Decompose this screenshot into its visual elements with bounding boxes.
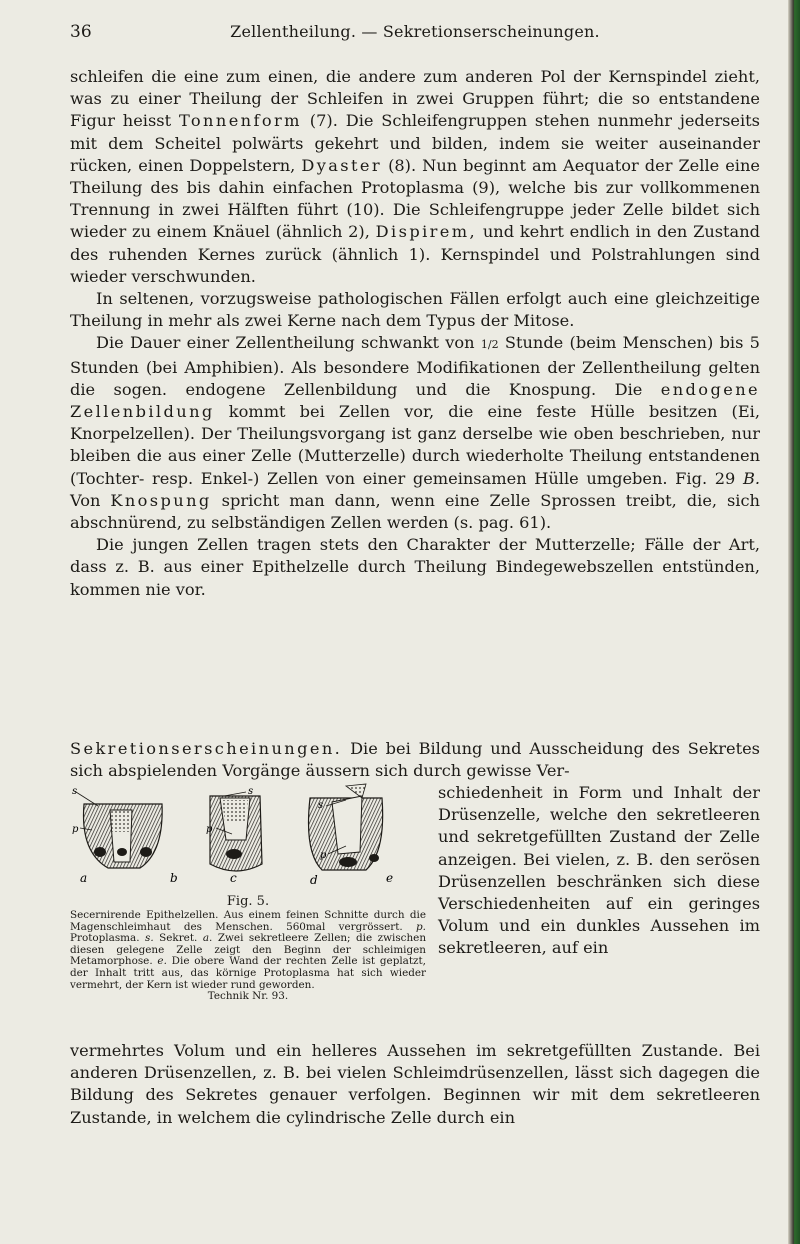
paragraph-2: In seltenen, vorzugsweise pathologischen Fällen erfolgt auch eine gleichzeitige Theilung in mehr als zwei Kerne nach dem Typus der Mitose.: [70, 289, 760, 331]
label-b: b: [170, 871, 178, 885]
body-text: [70, 66, 760, 601]
tail-paragraph: vermehrtes Volum und ein helleres Aussehen im sekretgefüllten Zustande. Bei anderen Drüsenzellen, z. B. bei vielen Schleimdrüsenzellen, lässt sich dagegen die Bildung des Sekretes genauer verfolgen. Beginnen wir mit dem sekretleeren Zustande, in welchem die cylindrische Zelle durch ein: [70, 1041, 760, 1127]
term-tonnenform: Tonnenform: [178, 111, 302, 131]
figure-5: [70, 782, 427, 1003]
term-knospung: Knospung: [110, 490, 212, 510]
cells-a-b: [84, 804, 163, 868]
figure-reference: B.: [742, 468, 760, 488]
term-dispirem: Dispirem,: [375, 222, 478, 242]
label-s-3: s: [318, 800, 324, 811]
right-column-paragraph: schiedenheit in Form und Inhalt der Drüsenzelle, welche den sekretleeren und sekretgefüllten Zustand der Zelle anzeigen. Bei vielen, z. B. den serösen Drüsenzellen beschränken sich diese Verschiedenheiten auf ein geringes Volum und ein dunkles Aussehen im sekretleeren, auf ein: [438, 783, 760, 958]
label-a: a: [80, 871, 88, 885]
label-p-1: p: [72, 824, 79, 835]
running-title: Zellentheilung. — Sekretionserscheinungen.: [230, 22, 600, 41]
label-c: c: [230, 871, 237, 885]
fraction: 1/2: [480, 338, 499, 352]
term-endogene-zellenbildung: endogene Zellenbildung: [70, 379, 760, 422]
label-s-1: s: [72, 786, 78, 797]
section-sekretion: [70, 738, 760, 782]
label-p-2: p: [206, 824, 213, 835]
term-dyaster: Dyaster: [301, 155, 383, 175]
technik-reference: Technik Nr. 93.: [207, 990, 289, 1003]
paragraph-4: Die jungen Zellen tragen stets den Charakter der Mutterzelle; Fälle der Art, dass z. B. aus einer Epithelzelle durch Theilung Bindegewebszellen entstünden, kommen nie vor.: [70, 535, 760, 599]
paragraph-1: schleifen die eine zum einen, die andere zum anderen Pol der Kernspindel zieht, was zu einer Theilung der Schleifen in zwei Gruppen führt; die so entstandene Figur heisst Tonnenform (7). Die Schleifengruppen stehen nunmehr jederseits mit dem Scheitel polwärts gekehrt und bilden, indem sie weiter auseinander rücken, einen Doppelstern, Dyaster (8). Nun beginnt am Aequator der Zelle eine Theilung des bis dahin einfachen Protoplasma (9), welche bis zur vollkommenen Trennung in zwei Hälften führt (10). Die Schleifengruppe jeder Zelle bildet sich wieder zu einem Knäuel (ähnlich 2), Dispirem, und kehrt endlich in den Zustand des ruhenden Kernes zurück (ähnlich 1). Kernspindel und Polstrahlungen sind wieder verschwunden.: [70, 67, 760, 286]
right-column-text: [438, 782, 760, 960]
book-spine-edge: [788, 0, 800, 1244]
label-e: e: [386, 871, 394, 885]
cell-c: [210, 796, 262, 871]
tail-text: [70, 1040, 760, 1129]
label-s-2: s: [248, 786, 254, 797]
section-lead-paragraph: Sekretionserscheinungen. Die bei Bildung und Ausscheidung des Sekretes sich abspielenden Vorgänge äussern sich durch gewisse Ver-: [70, 739, 760, 781]
paragraph-3: Die Dauer einer Zellentheilung schwankt von 1/2 Stunde (beim Menschen) bis 5 Stunden (bei Amphibien). Als besondere Modifikationen der Zellentheilung gelten die sogen. endogene Zellenbildung und die Knospung. Die endogene Zellenbildung kommt bei Zellen vor, die eine feste Hülle besitzen (Ei, Knorpelzellen). Der Theilungsvorgang ist ganz derselbe wie oben beschrieben, nur bleiben die aus einer Zelle (Mutterzelle) durch wiederholte Theilung entstandenen (Tochter- resp. Enkel-) Zellen von einer gemeinsamen Hülle umgeben. Fig. 29 B. Von Knospung spricht man dann, wenn eine Zelle Sprossen treibt, die, sich abschnürend, zu selbständigen Zellen werden (s. pag. 61).: [70, 333, 760, 533]
page-number: 36: [70, 22, 92, 42]
section-heading: Sekretionserscheinungen.: [70, 739, 343, 758]
label-d: d: [310, 873, 318, 886]
figure-title: Fig. 5.: [226, 894, 270, 909]
running-head: [70, 22, 760, 46]
figure-caption: Secernirende Epithelzellen. Aus einem feinen Schnitte durch die Magenschleimhaut des Menschen. 560mal vergrössert. p. Protoplasma. s. Sekret. a. Zwei sekretleere Zellen; die zwischen diesen gelegene Zelle zeigt den Beginn der schleimigen Metamorphose. e. Die obere Wand der rechten Zelle ist geplatzt, der Inhalt tritt aus, das körnige Protoplasma hat sich wieder vermehrt, der Kern ist wieder rund geworden. Technik Nr. 93.: [70, 909, 427, 1003]
figure-illustration: [70, 782, 426, 886]
label-p-3: p: [320, 850, 327, 861]
